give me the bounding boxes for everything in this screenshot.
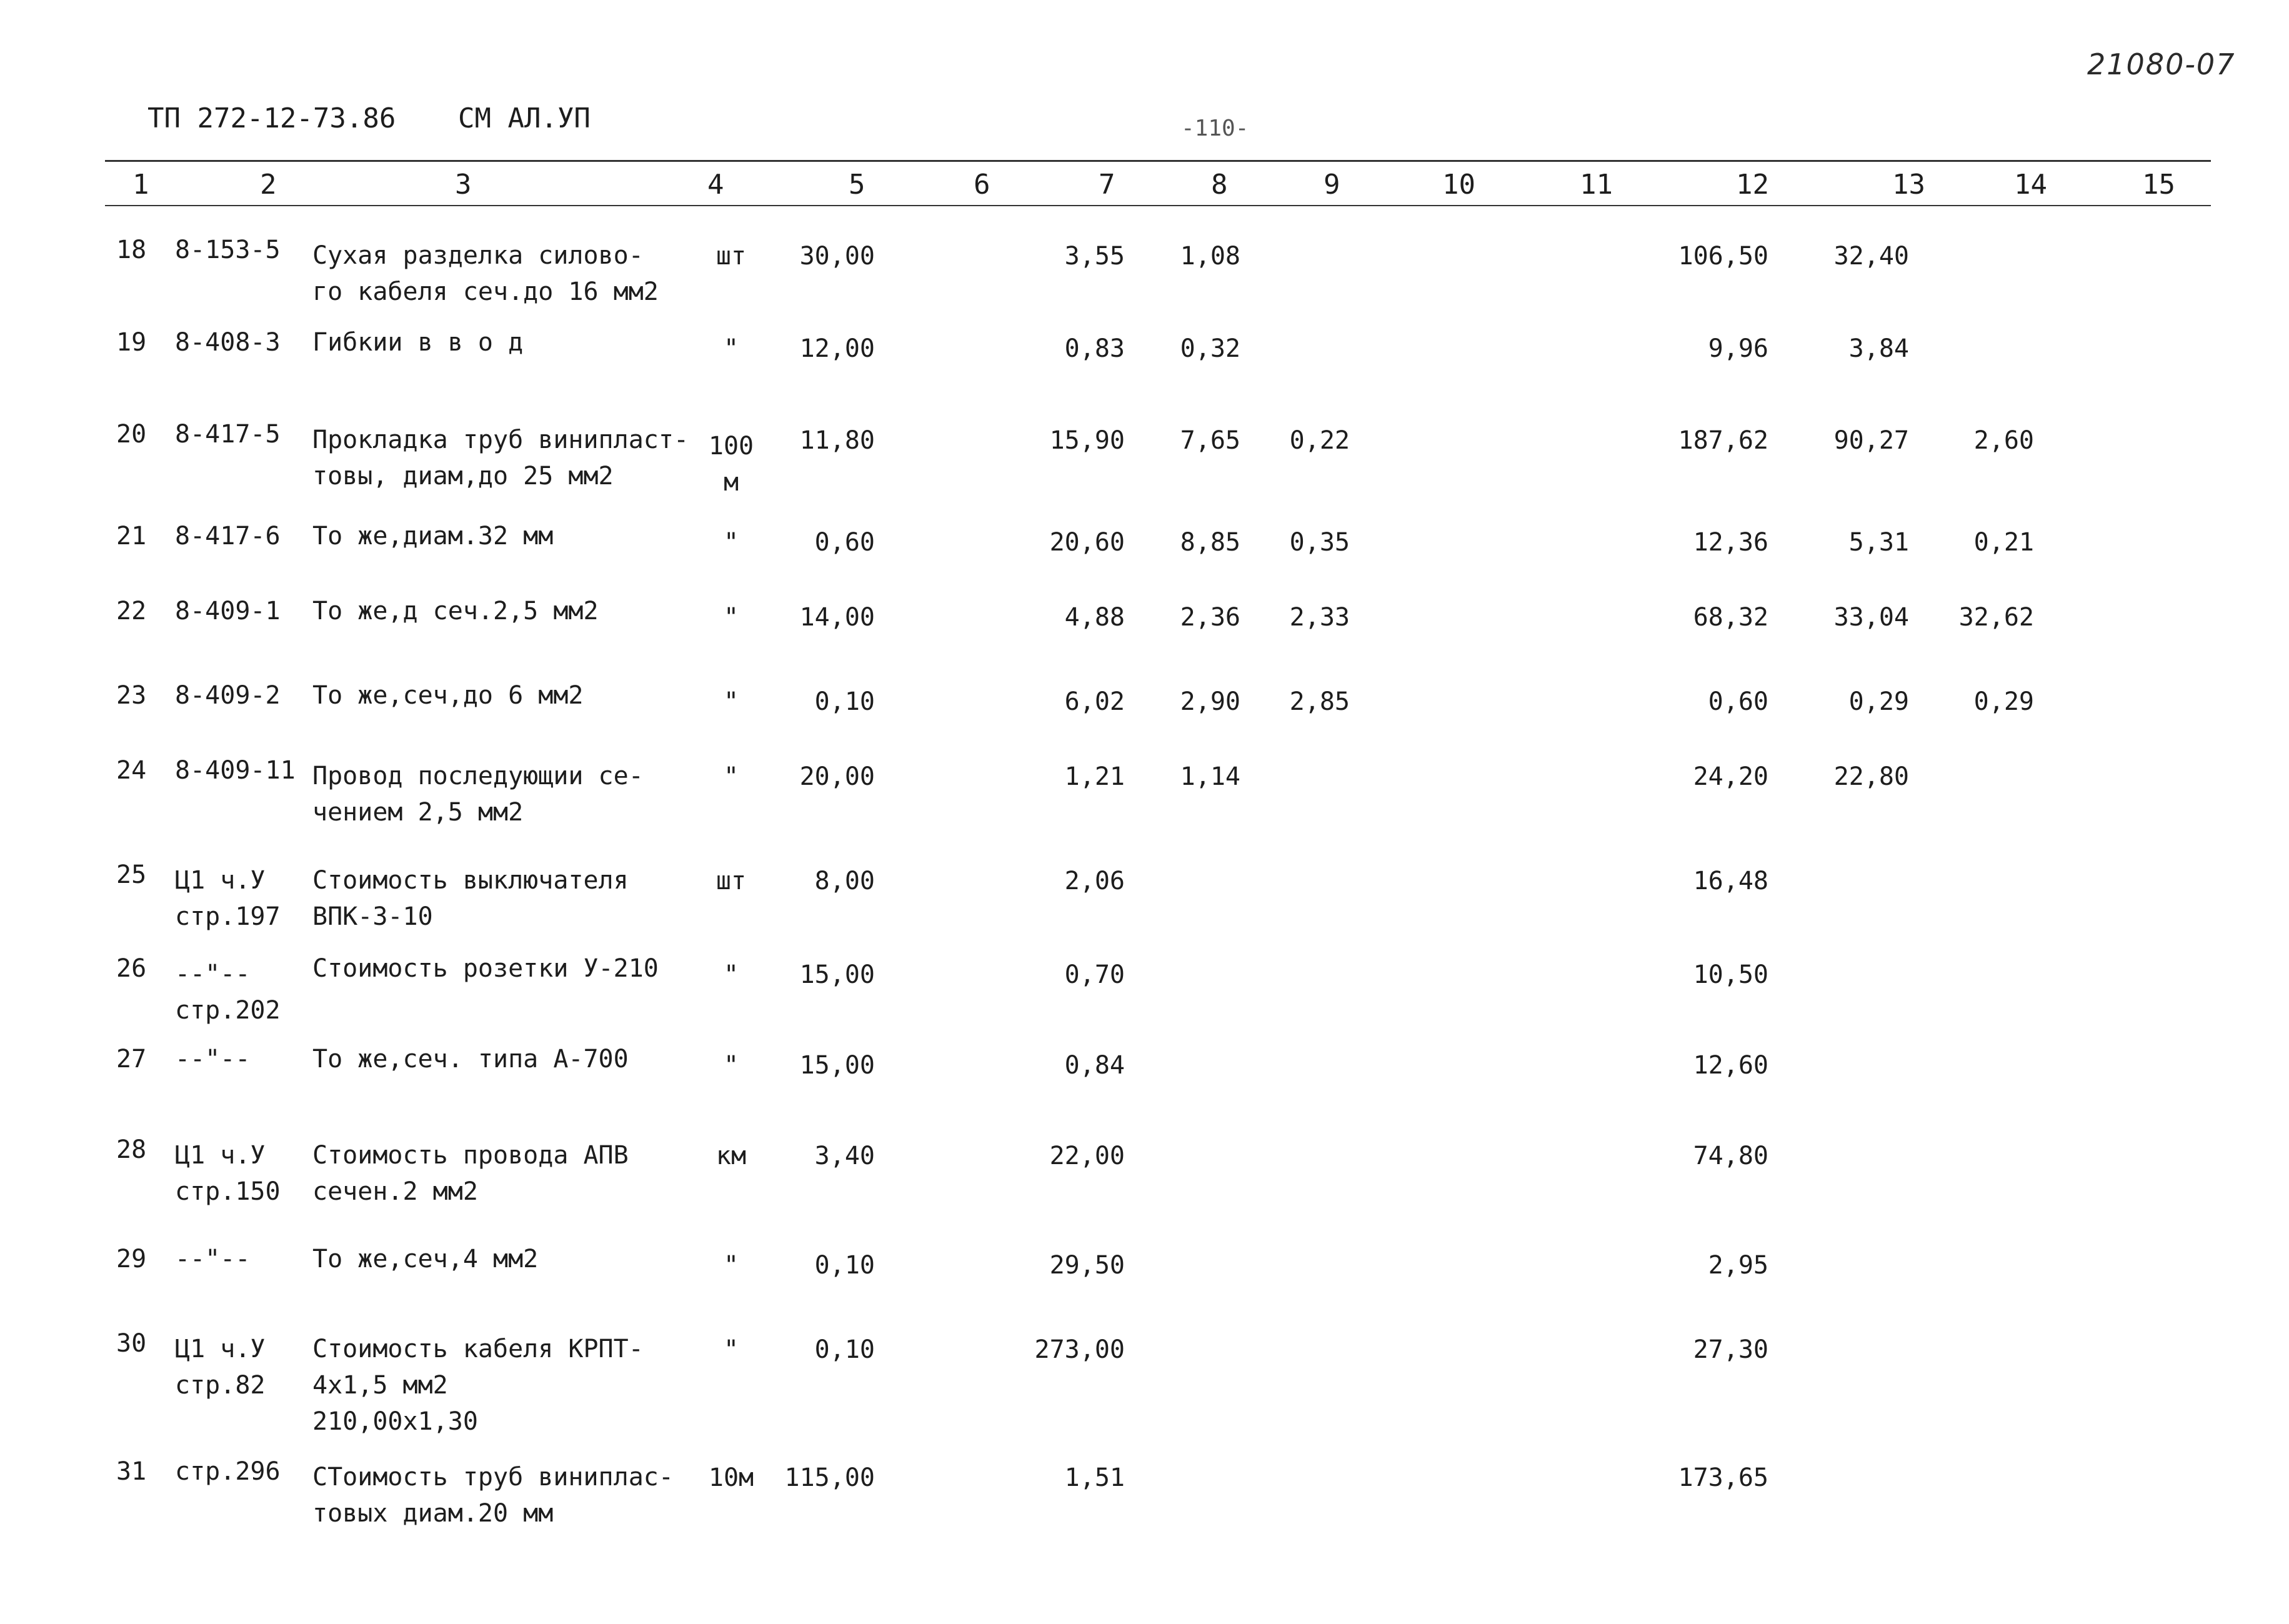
row-20-c14: 2,60 bbox=[1973, 426, 2034, 455]
page-number: -110- bbox=[1181, 116, 1249, 141]
row-28-unit: км bbox=[716, 1142, 747, 1170]
row-26-name: Стоимость розетки У-210 bbox=[312, 954, 659, 983]
header-top-rule bbox=[105, 160, 2211, 162]
row-23-c13: 0,29 bbox=[1848, 687, 1909, 716]
row-26-code: --"-- стр.202 bbox=[175, 960, 281, 1025]
column-number-7: 7 bbox=[1099, 169, 1115, 201]
row-25-qty: 8,00 bbox=[814, 867, 875, 895]
row-21-c12: 12,36 bbox=[1693, 528, 1768, 557]
column-number-5: 5 bbox=[849, 169, 865, 201]
row-30-unit: " bbox=[723, 1335, 739, 1364]
column-number-11: 11 bbox=[1580, 169, 1613, 201]
row-24-n: 24 bbox=[116, 756, 147, 785]
row-30-c7: 273,00 bbox=[1034, 1335, 1125, 1364]
row-20-c8: 7,65 bbox=[1180, 426, 1240, 455]
row-20-c13: 90,27 bbox=[1833, 426, 1909, 455]
row-20-name: Прокладка труб винипласт- товы, диам,до 25 мм2 bbox=[312, 426, 689, 491]
row-30-name: Стоимость кабеля КРПТ- 4х1,5 мм2 210,00х1,30 bbox=[312, 1335, 644, 1436]
row-31-c7: 1,51 bbox=[1064, 1463, 1125, 1492]
row-25-c7: 2,06 bbox=[1064, 867, 1125, 895]
row-29-qty: 0,10 bbox=[814, 1251, 875, 1280]
row-24-c13: 22,80 bbox=[1833, 762, 1909, 791]
row-27-unit: " bbox=[723, 1051, 739, 1080]
row-21-n: 21 bbox=[116, 522, 147, 550]
header-bottom-rule bbox=[105, 205, 2211, 206]
column-number-4: 4 bbox=[707, 169, 724, 201]
row-30-c12: 27,30 bbox=[1693, 1335, 1768, 1364]
row-19-c8: 0,32 bbox=[1180, 334, 1240, 363]
document-stamp: 21080-07 bbox=[2087, 47, 2236, 81]
row-27-n: 27 bbox=[116, 1045, 147, 1074]
row-24-unit: " bbox=[723, 762, 739, 791]
column-number-12: 12 bbox=[1736, 169, 1769, 201]
column-number-8: 8 bbox=[1211, 169, 1228, 201]
row-23-unit: " bbox=[723, 687, 739, 716]
row-23-c9: 2,85 bbox=[1289, 687, 1350, 716]
row-18-n: 18 bbox=[116, 236, 147, 264]
row-24-c7: 1,21 bbox=[1064, 762, 1125, 791]
row-31-name: СТоимость труб виниплас- товых диам.20 мм bbox=[312, 1463, 674, 1528]
row-20-code: 8-417-5 bbox=[175, 420, 281, 449]
row-22-c14: 32,62 bbox=[1958, 603, 2034, 632]
row-22-name: То же,д сеч.2,5 мм2 bbox=[312, 597, 599, 625]
row-23-c7: 6,02 bbox=[1064, 687, 1125, 716]
row-21-c8: 8,85 bbox=[1180, 528, 1240, 557]
row-26-unit: " bbox=[723, 960, 739, 989]
row-20-c9: 0,22 bbox=[1289, 426, 1350, 455]
row-22-c13: 33,04 bbox=[1833, 603, 1909, 632]
row-21-c13: 5,31 bbox=[1848, 528, 1909, 557]
row-30-code: Ц1 ч.У стр.82 bbox=[175, 1335, 266, 1400]
row-31-unit: 10м bbox=[708, 1463, 754, 1492]
row-24-qty: 20,00 bbox=[799, 762, 875, 791]
row-22-c12: 68,32 bbox=[1693, 603, 1768, 632]
column-number-2: 2 bbox=[260, 169, 277, 201]
row-22-qty: 14,00 bbox=[799, 603, 875, 632]
row-19-c12: 9,96 bbox=[1708, 334, 1768, 363]
row-23-c8: 2,90 bbox=[1180, 687, 1240, 716]
row-18-qty: 30,00 bbox=[799, 242, 875, 271]
row-29-c12: 2,95 bbox=[1708, 1251, 1768, 1280]
row-31-qty: 115,00 bbox=[784, 1463, 875, 1492]
row-21-unit: " bbox=[723, 528, 739, 557]
row-26-n: 26 bbox=[116, 954, 147, 983]
row-24-c8: 1,14 bbox=[1180, 762, 1240, 791]
row-24-c12: 24,20 bbox=[1693, 762, 1768, 791]
row-31-code: стр.296 bbox=[175, 1457, 281, 1486]
row-23-n: 23 bbox=[116, 681, 147, 710]
row-22-c9: 2,33 bbox=[1289, 603, 1350, 632]
row-29-code: --"-- bbox=[175, 1245, 251, 1273]
row-30-n: 30 bbox=[116, 1329, 147, 1358]
column-number-9: 9 bbox=[1324, 169, 1340, 201]
row-21-name: То же,диам.32 мм bbox=[312, 522, 554, 550]
row-22-unit: " bbox=[723, 603, 739, 632]
row-19-name: Гибкии в в о д bbox=[312, 328, 524, 357]
row-20-n: 20 bbox=[116, 420, 147, 449]
row-27-name: То же,сеч. типа А-700 bbox=[312, 1045, 629, 1074]
row-18-name: Сухая разделка силово- го кабеля сеч.до 16 мм2 bbox=[312, 241, 659, 306]
row-25-unit: шт bbox=[716, 867, 747, 895]
row-25-n: 25 bbox=[116, 860, 147, 889]
row-31-c12: 173,65 bbox=[1678, 1463, 1768, 1492]
row-21-c7: 20,60 bbox=[1049, 528, 1125, 557]
row-19-code: 8-408-3 bbox=[175, 328, 281, 357]
row-18-c8: 1,08 bbox=[1180, 242, 1240, 271]
header-code: ТП 272-12-73.86 bbox=[147, 102, 396, 134]
row-23-code: 8-409-2 bbox=[175, 681, 281, 710]
row-28-name: Стоимость провода АПВ сечен.2 мм2 bbox=[312, 1141, 629, 1206]
column-number-14: 14 bbox=[2014, 169, 2047, 201]
column-number-1: 1 bbox=[132, 169, 149, 201]
row-24-name: Провод последующии се- чением 2,5 мм2 bbox=[312, 762, 644, 827]
row-26-c12: 10,50 bbox=[1693, 960, 1768, 989]
row-21-c14: 0,21 bbox=[1973, 528, 2034, 557]
row-28-c12: 74,80 bbox=[1693, 1142, 1768, 1170]
row-31-n: 31 bbox=[116, 1457, 147, 1486]
row-19-n: 19 bbox=[116, 328, 147, 357]
row-26-c7: 0,70 bbox=[1064, 960, 1125, 989]
row-28-c7: 22,00 bbox=[1049, 1142, 1125, 1170]
row-18-code: 8-153-5 bbox=[175, 236, 281, 264]
row-27-c7: 0,84 bbox=[1064, 1051, 1125, 1080]
row-22-c8: 2,36 bbox=[1180, 603, 1240, 632]
row-19-qty: 12,00 bbox=[799, 334, 875, 363]
row-19-unit: " bbox=[723, 334, 739, 363]
row-22-n: 22 bbox=[116, 597, 147, 625]
row-23-c14: 0,29 bbox=[1973, 687, 2034, 716]
row-30-qty: 0,10 bbox=[814, 1335, 875, 1364]
row-18-c7: 3,55 bbox=[1064, 242, 1125, 271]
row-25-c12: 16,48 bbox=[1693, 867, 1768, 895]
row-20-qty: 11,80 bbox=[799, 426, 875, 455]
header-ref: СМ АЛ.УП bbox=[458, 102, 591, 134]
row-27-c12: 12,60 bbox=[1693, 1051, 1768, 1080]
column-number-6: 6 bbox=[974, 169, 990, 201]
row-28-code: Ц1 ч.У стр.150 bbox=[175, 1141, 281, 1206]
row-25-name: Стоимость выключателя ВПК-3-10 bbox=[312, 866, 629, 931]
row-24-code: 8-409-11 bbox=[175, 756, 296, 785]
row-20-c12: 187,62 bbox=[1678, 426, 1768, 455]
row-26-qty: 15,00 bbox=[799, 960, 875, 989]
row-22-c7: 4,88 bbox=[1064, 603, 1125, 632]
row-28-n: 28 bbox=[116, 1135, 147, 1164]
row-27-qty: 15,00 bbox=[799, 1051, 875, 1080]
row-29-c7: 29,50 bbox=[1049, 1251, 1125, 1280]
row-23-qty: 0,10 bbox=[814, 687, 875, 716]
row-19-c13: 3,84 bbox=[1848, 334, 1909, 363]
row-21-c9: 0,35 bbox=[1289, 528, 1350, 557]
row-29-n: 29 bbox=[116, 1245, 147, 1273]
row-21-qty: 0,60 bbox=[814, 528, 875, 557]
row-18-c12: 106,50 bbox=[1678, 242, 1768, 271]
column-number-15: 15 bbox=[2142, 169, 2175, 201]
row-20-c7: 15,90 bbox=[1049, 426, 1125, 455]
row-29-unit: " bbox=[723, 1251, 739, 1280]
column-number-3: 3 bbox=[455, 169, 472, 201]
row-18-c13: 32,40 bbox=[1833, 242, 1909, 271]
row-21-code: 8-417-6 bbox=[175, 522, 281, 550]
row-23-c12: 0,60 bbox=[1708, 687, 1768, 716]
row-18-unit: шт bbox=[716, 242, 747, 271]
row-20-unit: 100 м bbox=[708, 432, 754, 497]
row-28-qty: 3,40 bbox=[814, 1142, 875, 1170]
row-23-name: То же,сеч,до 6 мм2 bbox=[312, 681, 584, 710]
row-27-code: --"-- bbox=[175, 1045, 251, 1074]
row-25-code: Ц1 ч.У стр.197 bbox=[175, 866, 281, 931]
column-number-13: 13 bbox=[1892, 169, 1925, 201]
row-19-c7: 0,83 bbox=[1064, 334, 1125, 363]
row-29-name: То же,сеч,4 мм2 bbox=[312, 1245, 539, 1273]
row-22-code: 8-409-1 bbox=[175, 597, 281, 625]
column-number-10: 10 bbox=[1442, 169, 1475, 201]
